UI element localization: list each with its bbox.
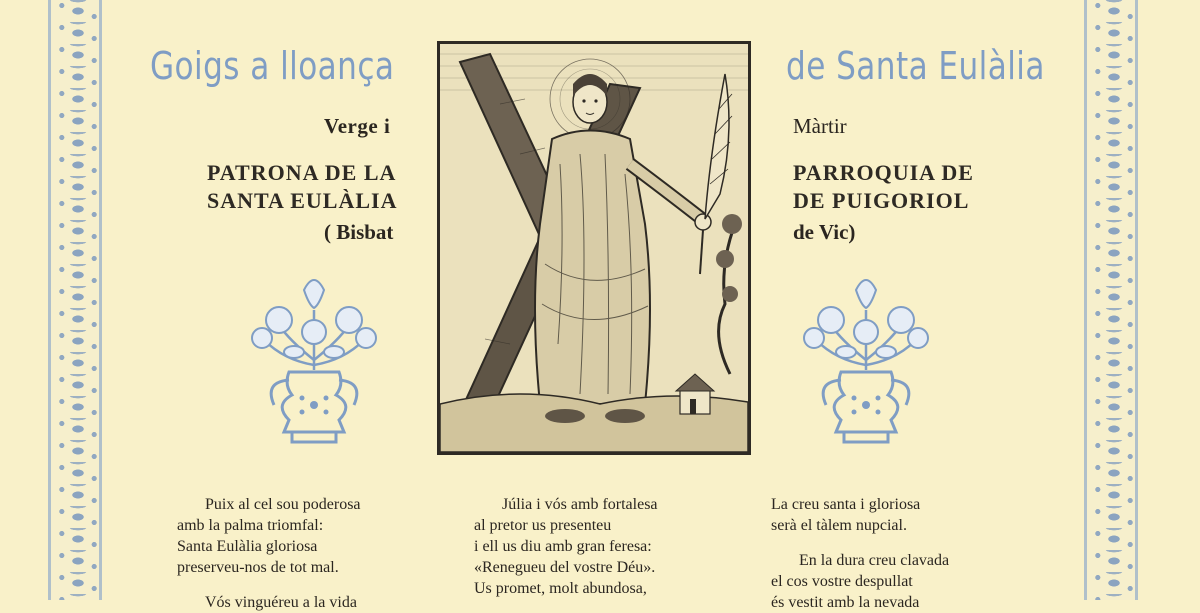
verse-line: «Renegueu del vostre Déu». <box>474 559 656 576</box>
patronage-right-line-2: DE PUIGORIOL <box>793 188 970 213</box>
subtitle-right: Màrtir <box>793 114 847 138</box>
flower-vase-icon-right <box>796 270 936 450</box>
patronage-left-line-1: PATRONA DE LA <box>207 160 397 185</box>
verse-line: Puix al cel sou poderosa <box>205 496 361 513</box>
verse-column-2 <box>474 494 734 599</box>
verse-line: En la dura creu clavada <box>799 552 950 569</box>
patronage-left-line-2: SANTA EULÀLIA <box>207 188 398 213</box>
subtitle-left: Verge i <box>324 114 391 138</box>
decorative-border-right <box>1084 0 1138 600</box>
verse-line: és vestit amb la nevada <box>771 594 920 611</box>
decorative-border-left <box>48 0 102 600</box>
verse-line: preserveu-nos de tot mal. <box>177 559 339 576</box>
saint-eulalia-woodcut <box>437 41 751 455</box>
verse-line: al pretor us presenteu <box>474 517 612 534</box>
verse-line: serà el tàlem nupcial. <box>771 517 907 534</box>
patronage-left-line-3: ( Bisbat <box>324 220 394 244</box>
title-left: Goigs a lloança <box>150 44 395 88</box>
verse-line: Júlia i vós amb fortalesa <box>502 496 658 513</box>
verse-column-3 <box>771 494 1031 613</box>
verse-line: Us promet, molt abundosa, <box>474 580 647 597</box>
verse-line: Santa Eulàlia gloriosa <box>177 538 318 555</box>
verse-line: La creu santa i gloriosa <box>771 496 921 513</box>
stanza-gap <box>177 578 437 592</box>
verse-line: amb la palma triomfal: <box>177 517 324 534</box>
verse-column-1 <box>177 494 437 613</box>
patronage-right-line-1: PARROQUIA DE <box>793 160 974 185</box>
verse-line: i ell us diu amb gran feresa: <box>474 538 652 555</box>
patronage-right-line-3: de Vic) <box>793 220 856 244</box>
saint-woodcut-illustration <box>440 44 748 452</box>
flower-vase-icon-left <box>244 270 384 450</box>
stanza-gap <box>771 536 1031 550</box>
verse-line: Vós vinguéreu a la vida <box>205 594 357 611</box>
title-right: de Santa Eulàlia <box>786 44 1045 88</box>
verse-line: el cos vostre despullat <box>771 573 913 590</box>
